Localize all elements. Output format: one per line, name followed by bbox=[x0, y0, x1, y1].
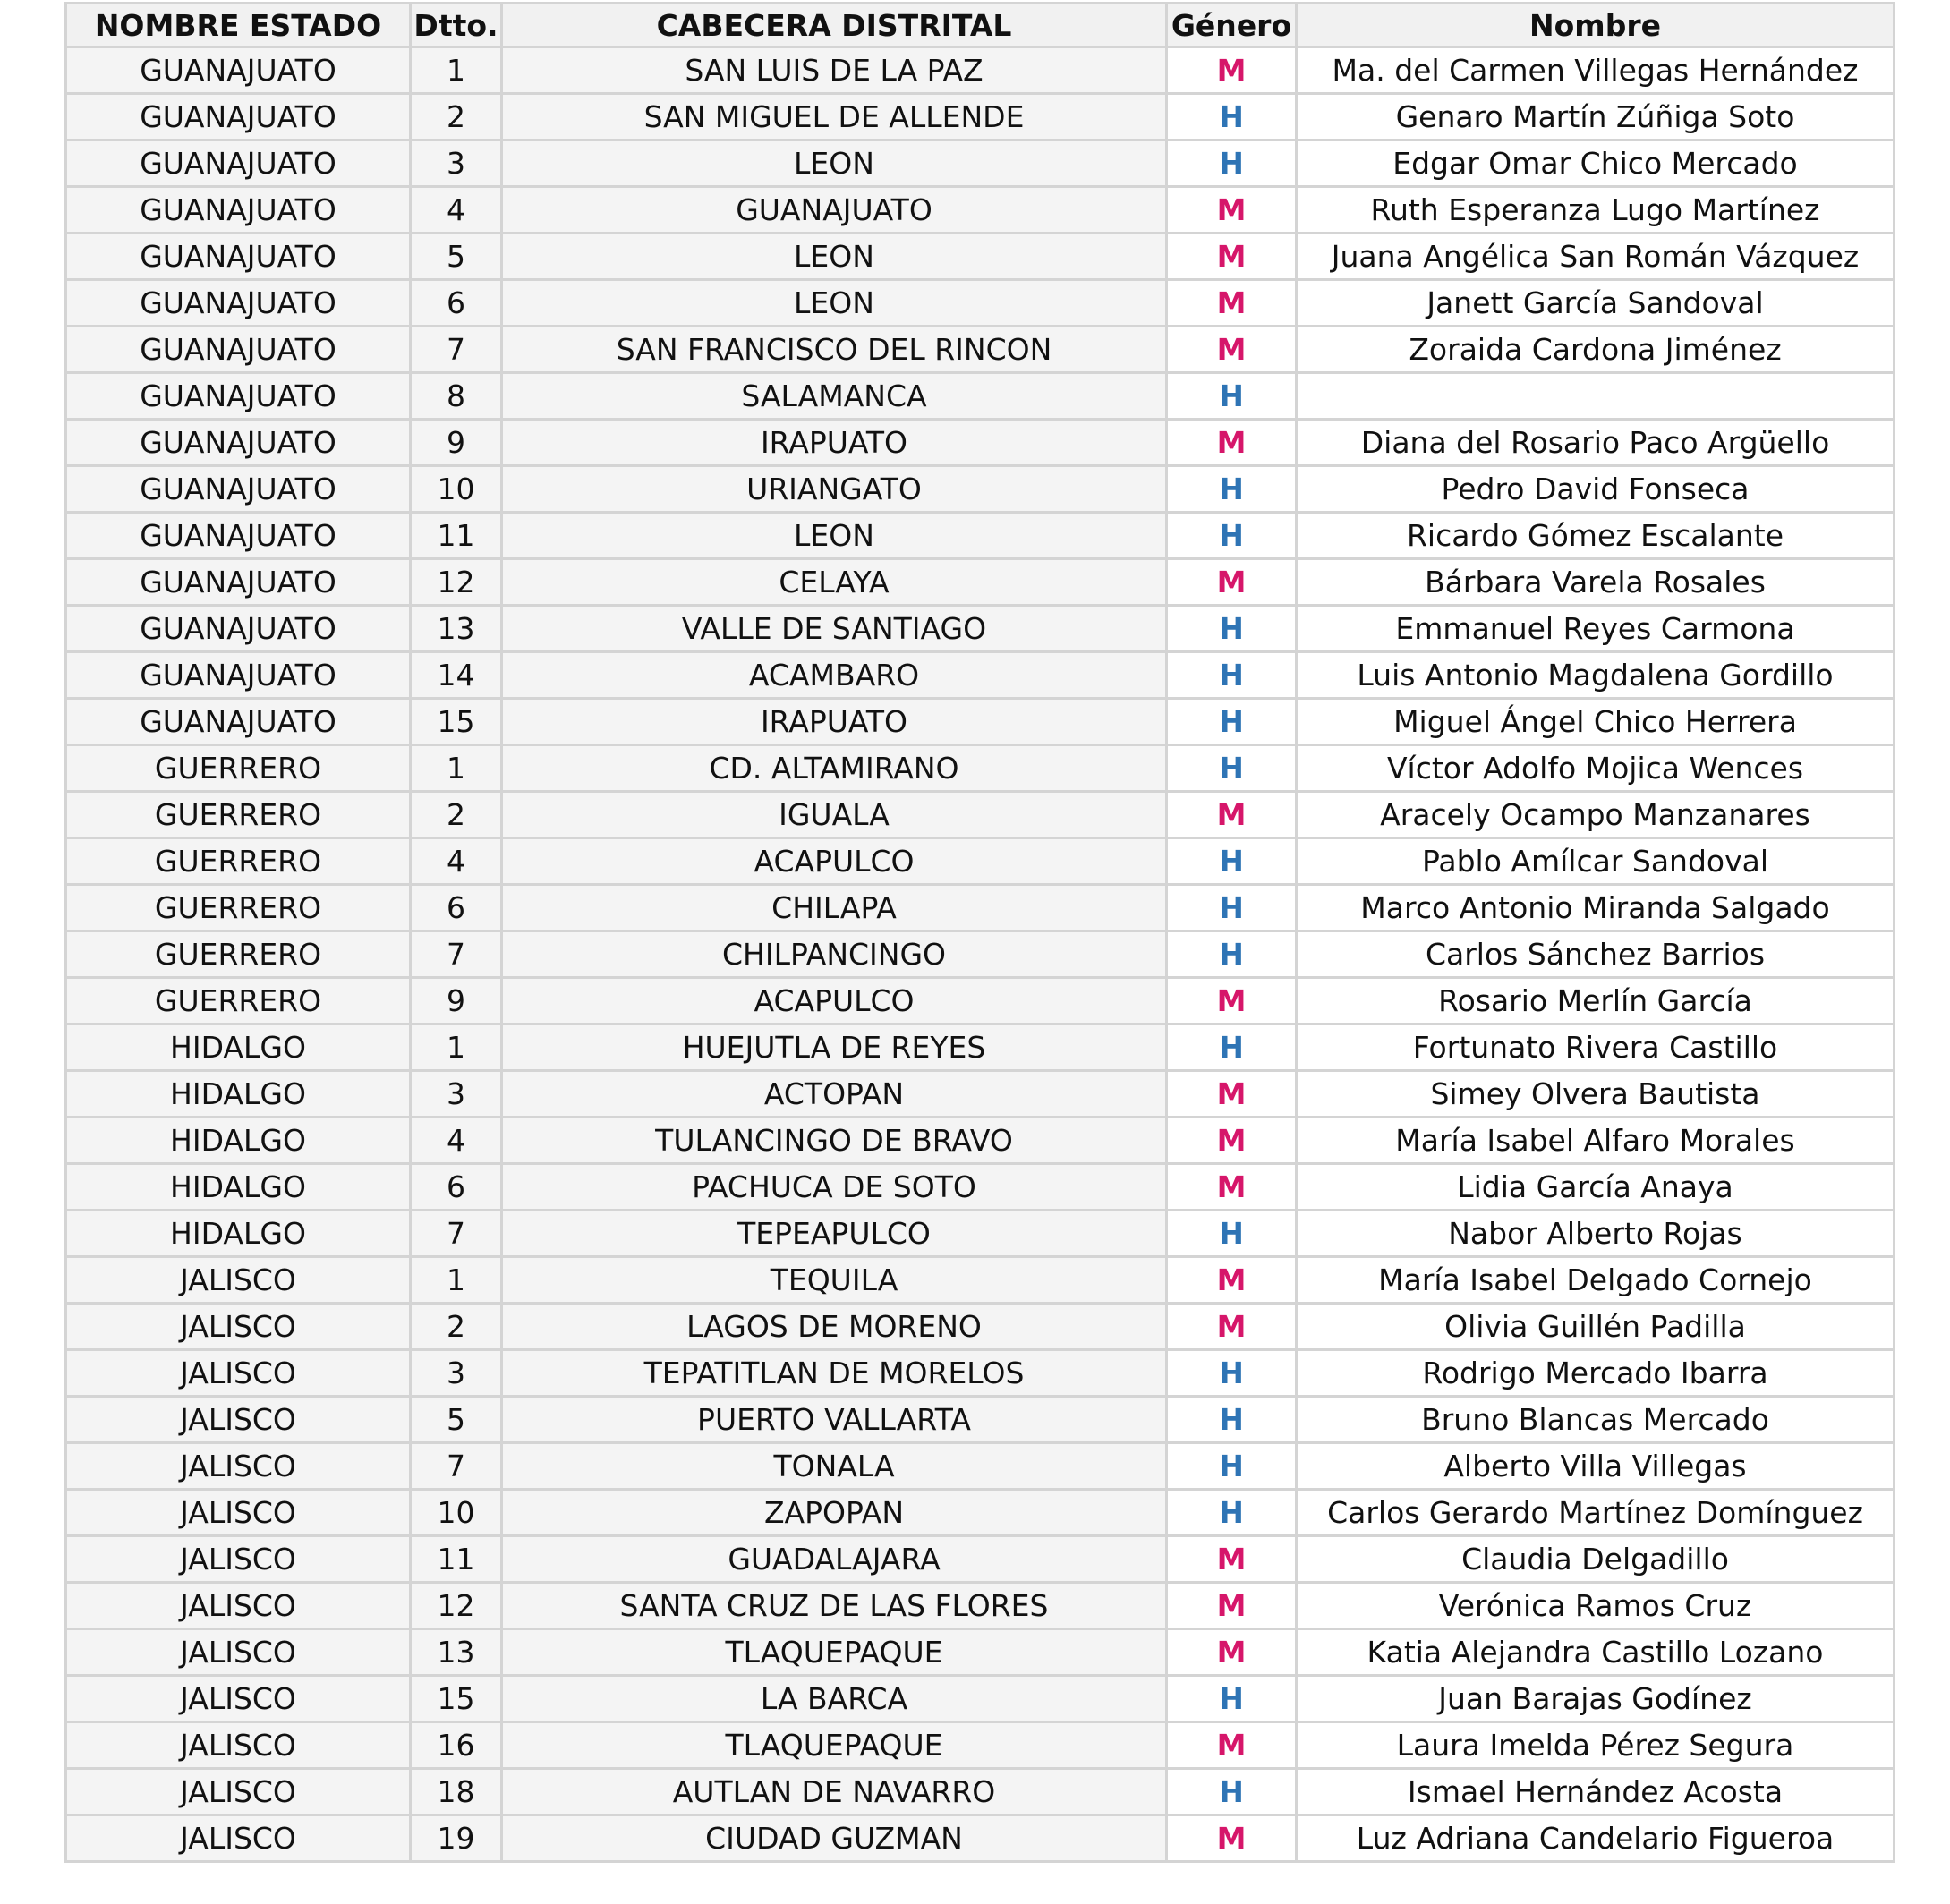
cell-cabecera: IRAPUATO bbox=[502, 420, 1167, 466]
cell-genero: M bbox=[1167, 1722, 1297, 1769]
cell-dtto: 3 bbox=[411, 140, 502, 187]
cell-estado: GUANAJUATO bbox=[66, 187, 411, 234]
header-nombre: Nombre bbox=[1297, 4, 1895, 47]
cell-cabecera: PACHUCA DE SOTO bbox=[502, 1164, 1167, 1211]
cell-estado: GUANAJUATO bbox=[66, 420, 411, 466]
cell-dtto: 2 bbox=[411, 1304, 502, 1350]
candidates-table bbox=[64, 2, 1895, 1863]
table-row bbox=[66, 1211, 1895, 1257]
cell-nombre: Pablo Amílcar Sandoval bbox=[1297, 838, 1895, 885]
cell-dtto: 1 bbox=[411, 1024, 502, 1071]
table-row bbox=[66, 1443, 1895, 1490]
cell-genero: H bbox=[1167, 652, 1297, 699]
cell-estado: JALISCO bbox=[66, 1490, 411, 1536]
cell-dtto: 13 bbox=[411, 606, 502, 652]
cell-estado: GUERRERO bbox=[66, 931, 411, 978]
cell-nombre: Olivia Guillén Padilla bbox=[1297, 1304, 1895, 1350]
cell-estado: HIDALGO bbox=[66, 1164, 411, 1211]
table-row bbox=[66, 373, 1895, 420]
cell-genero: H bbox=[1167, 1024, 1297, 1071]
cell-genero: H bbox=[1167, 140, 1297, 187]
cell-genero: M bbox=[1167, 792, 1297, 838]
table-row bbox=[66, 838, 1895, 885]
cell-cabecera: LEON bbox=[502, 280, 1167, 327]
table-row bbox=[66, 792, 1895, 838]
cell-estado: JALISCO bbox=[66, 1722, 411, 1769]
table-row bbox=[66, 1350, 1895, 1397]
cell-nombre: Verónica Ramos Cruz bbox=[1297, 1583, 1895, 1629]
cell-dtto: 7 bbox=[411, 1443, 502, 1490]
table-row bbox=[66, 47, 1895, 94]
cell-cabecera: LAGOS DE MORENO bbox=[502, 1304, 1167, 1350]
cell-nombre: Luz Adriana Candelario Figueroa bbox=[1297, 1815, 1895, 1862]
cell-genero: H bbox=[1167, 94, 1297, 140]
cell-cabecera: CHILAPA bbox=[502, 885, 1167, 931]
cell-dtto: 3 bbox=[411, 1350, 502, 1397]
cell-genero: H bbox=[1167, 699, 1297, 745]
cell-estado: JALISCO bbox=[66, 1397, 411, 1443]
cell-genero: H bbox=[1167, 1211, 1297, 1257]
cell-nombre: Luis Antonio Magdalena Gordillo bbox=[1297, 652, 1895, 699]
cell-nombre: Miguel Ángel Chico Herrera bbox=[1297, 699, 1895, 745]
cell-dtto: 6 bbox=[411, 1164, 502, 1211]
cell-genero: M bbox=[1167, 280, 1297, 327]
cell-dtto: 7 bbox=[411, 327, 502, 373]
cell-genero: M bbox=[1167, 1164, 1297, 1211]
cell-nombre: Marco Antonio Miranda Salgado bbox=[1297, 885, 1895, 931]
cell-genero: H bbox=[1167, 513, 1297, 559]
cell-estado: JALISCO bbox=[66, 1536, 411, 1583]
cell-estado: JALISCO bbox=[66, 1304, 411, 1350]
cell-estado: GUANAJUATO bbox=[66, 327, 411, 373]
cell-nombre: Diana del Rosario Paco Argüello bbox=[1297, 420, 1895, 466]
cell-nombre: Aracely Ocampo Manzanares bbox=[1297, 792, 1895, 838]
cell-nombre: Rosario Merlín García bbox=[1297, 978, 1895, 1024]
cell-estado: GUANAJUATO bbox=[66, 699, 411, 745]
cell-cabecera: SAN FRANCISCO DEL RINCON bbox=[502, 327, 1167, 373]
cell-genero: H bbox=[1167, 1490, 1297, 1536]
table-row bbox=[66, 280, 1895, 327]
table-row bbox=[66, 1815, 1895, 1862]
table-row bbox=[66, 1024, 1895, 1071]
cell-nombre: Fortunato Rivera Castillo bbox=[1297, 1024, 1895, 1071]
table-row bbox=[66, 1722, 1895, 1769]
table-row bbox=[66, 652, 1895, 699]
cell-cabecera: ACTOPAN bbox=[502, 1071, 1167, 1118]
cell-genero: H bbox=[1167, 1769, 1297, 1815]
cell-genero: M bbox=[1167, 978, 1297, 1024]
cell-cabecera: IRAPUATO bbox=[502, 699, 1167, 745]
cell-cabecera: ACAPULCO bbox=[502, 838, 1167, 885]
cell-dtto: 1 bbox=[411, 1257, 502, 1304]
cell-cabecera: SAN LUIS DE LA PAZ bbox=[502, 47, 1167, 94]
cell-cabecera: IGUALA bbox=[502, 792, 1167, 838]
table-row bbox=[66, 1629, 1895, 1676]
cell-nombre: Ruth Esperanza Lugo Martínez bbox=[1297, 187, 1895, 234]
cell-nombre: Carlos Sánchez Barrios bbox=[1297, 931, 1895, 978]
cell-dtto: 15 bbox=[411, 1676, 502, 1722]
cell-cabecera: URIANGATO bbox=[502, 466, 1167, 513]
cell-nombre: Juana Angélica San Román Vázquez bbox=[1297, 234, 1895, 280]
cell-genero: H bbox=[1167, 373, 1297, 420]
cell-cabecera: TLAQUEPAQUE bbox=[502, 1722, 1167, 1769]
table-row bbox=[66, 606, 1895, 652]
cell-nombre: Rodrigo Mercado Ibarra bbox=[1297, 1350, 1895, 1397]
table-row bbox=[66, 1257, 1895, 1304]
cell-cabecera: SALAMANCA bbox=[502, 373, 1167, 420]
cell-dtto: 9 bbox=[411, 978, 502, 1024]
cell-cabecera: TLAQUEPAQUE bbox=[502, 1629, 1167, 1676]
cell-cabecera: TULANCINGO DE BRAVO bbox=[502, 1118, 1167, 1164]
cell-genero: H bbox=[1167, 606, 1297, 652]
cell-genero: M bbox=[1167, 1815, 1297, 1862]
cell-nombre bbox=[1297, 373, 1895, 420]
table-row bbox=[66, 1304, 1895, 1350]
cell-estado: JALISCO bbox=[66, 1583, 411, 1629]
table-row bbox=[66, 699, 1895, 745]
cell-estado: GUERRERO bbox=[66, 792, 411, 838]
table-row bbox=[66, 1071, 1895, 1118]
cell-estado: JALISCO bbox=[66, 1769, 411, 1815]
cell-cabecera: LEON bbox=[502, 513, 1167, 559]
cell-dtto: 10 bbox=[411, 466, 502, 513]
table-row bbox=[66, 1676, 1895, 1722]
cell-cabecera: SANTA CRUZ DE LAS FLORES bbox=[502, 1583, 1167, 1629]
table-row bbox=[66, 94, 1895, 140]
table-row bbox=[66, 885, 1895, 931]
cell-dtto: 15 bbox=[411, 699, 502, 745]
cell-genero: H bbox=[1167, 931, 1297, 978]
cell-cabecera: TEPATITLAN DE MORELOS bbox=[502, 1350, 1167, 1397]
cell-estado: GUANAJUATO bbox=[66, 606, 411, 652]
cell-cabecera: TEQUILA bbox=[502, 1257, 1167, 1304]
cell-dtto: 9 bbox=[411, 420, 502, 466]
cell-nombre: Lidia García Anaya bbox=[1297, 1164, 1895, 1211]
table-row bbox=[66, 931, 1895, 978]
cell-cabecera: CD. ALTAMIRANO bbox=[502, 745, 1167, 792]
cell-nombre: Zoraida Cardona Jiménez bbox=[1297, 327, 1895, 373]
cell-genero: M bbox=[1167, 327, 1297, 373]
cell-dtto: 3 bbox=[411, 1071, 502, 1118]
cell-nombre: Víctor Adolfo Mojica Wences bbox=[1297, 745, 1895, 792]
cell-cabecera: GUANAJUATO bbox=[502, 187, 1167, 234]
cell-dtto: 13 bbox=[411, 1629, 502, 1676]
cell-dtto: 8 bbox=[411, 373, 502, 420]
cell-dtto: 16 bbox=[411, 1722, 502, 1769]
cell-genero: H bbox=[1167, 1397, 1297, 1443]
cell-nombre: Simey Olvera Bautista bbox=[1297, 1071, 1895, 1118]
cell-cabecera: AUTLAN DE NAVARRO bbox=[502, 1769, 1167, 1815]
cell-dtto: 7 bbox=[411, 1211, 502, 1257]
cell-cabecera: TEPEAPULCO bbox=[502, 1211, 1167, 1257]
table-row bbox=[66, 187, 1895, 234]
cell-dtto: 5 bbox=[411, 1397, 502, 1443]
cell-genero: M bbox=[1167, 1536, 1297, 1583]
cell-cabecera: CHILPANCINGO bbox=[502, 931, 1167, 978]
cell-dtto: 11 bbox=[411, 513, 502, 559]
cell-cabecera: SAN MIGUEL DE ALLENDE bbox=[502, 94, 1167, 140]
cell-genero: M bbox=[1167, 1304, 1297, 1350]
cell-estado: HIDALGO bbox=[66, 1071, 411, 1118]
cell-estado: JALISCO bbox=[66, 1257, 411, 1304]
cell-estado: GUANAJUATO bbox=[66, 466, 411, 513]
cell-estado: GUANAJUATO bbox=[66, 280, 411, 327]
cell-dtto: 14 bbox=[411, 652, 502, 699]
cell-genero: H bbox=[1167, 466, 1297, 513]
cell-cabecera: LA BARCA bbox=[502, 1676, 1167, 1722]
table-row bbox=[66, 745, 1895, 792]
cell-nombre: Emmanuel Reyes Carmona bbox=[1297, 606, 1895, 652]
table-row bbox=[66, 466, 1895, 513]
cell-nombre: Carlos Gerardo Martínez Domínguez bbox=[1297, 1490, 1895, 1536]
cell-genero: H bbox=[1167, 1443, 1297, 1490]
cell-dtto: 11 bbox=[411, 1536, 502, 1583]
cell-cabecera: GUADALAJARA bbox=[502, 1536, 1167, 1583]
cell-estado: JALISCO bbox=[66, 1676, 411, 1722]
cell-estado: GUANAJUATO bbox=[66, 47, 411, 94]
cell-cabecera: PUERTO VALLARTA bbox=[502, 1397, 1167, 1443]
cell-nombre: Katia Alejandra Castillo Lozano bbox=[1297, 1629, 1895, 1676]
cell-genero: M bbox=[1167, 47, 1297, 94]
table-row bbox=[66, 559, 1895, 606]
cell-genero: M bbox=[1167, 1629, 1297, 1676]
cell-dtto: 6 bbox=[411, 280, 502, 327]
table-row bbox=[66, 1583, 1895, 1629]
table-row bbox=[66, 1536, 1895, 1583]
cell-estado: HIDALGO bbox=[66, 1118, 411, 1164]
cell-genero: H bbox=[1167, 838, 1297, 885]
cell-genero: H bbox=[1167, 745, 1297, 792]
header-genero: Género bbox=[1167, 4, 1297, 47]
cell-estado: GUERRERO bbox=[66, 838, 411, 885]
cell-dtto: 4 bbox=[411, 187, 502, 234]
cell-nombre: Laura Imelda Pérez Segura bbox=[1297, 1722, 1895, 1769]
cell-dtto: 1 bbox=[411, 745, 502, 792]
table-row bbox=[66, 420, 1895, 466]
cell-cabecera: LEON bbox=[502, 234, 1167, 280]
cell-dtto: 12 bbox=[411, 559, 502, 606]
cell-estado: GUERRERO bbox=[66, 978, 411, 1024]
cell-dtto: 7 bbox=[411, 931, 502, 978]
table-row bbox=[66, 513, 1895, 559]
cell-nombre: María Isabel Delgado Cornejo bbox=[1297, 1257, 1895, 1304]
cell-genero: H bbox=[1167, 1350, 1297, 1397]
cell-cabecera: VALLE DE SANTIAGO bbox=[502, 606, 1167, 652]
cell-estado: GUANAJUATO bbox=[66, 234, 411, 280]
cell-nombre: Nabor Alberto Rojas bbox=[1297, 1211, 1895, 1257]
cell-dtto: 10 bbox=[411, 1490, 502, 1536]
cell-cabecera: TONALA bbox=[502, 1443, 1167, 1490]
cell-estado: JALISCO bbox=[66, 1350, 411, 1397]
table-row bbox=[66, 327, 1895, 373]
cell-estado: GUANAJUATO bbox=[66, 94, 411, 140]
cell-nombre: Ricardo Gómez Escalante bbox=[1297, 513, 1895, 559]
cell-genero: H bbox=[1167, 1676, 1297, 1722]
cell-nombre: Claudia Delgadillo bbox=[1297, 1536, 1895, 1583]
cell-dtto: 2 bbox=[411, 94, 502, 140]
cell-genero: M bbox=[1167, 1583, 1297, 1629]
cell-nombre: Edgar Omar Chico Mercado bbox=[1297, 140, 1895, 187]
cell-dtto: 19 bbox=[411, 1815, 502, 1862]
table-row bbox=[66, 234, 1895, 280]
table-row bbox=[66, 1397, 1895, 1443]
cell-cabecera: LEON bbox=[502, 140, 1167, 187]
cell-estado: HIDALGO bbox=[66, 1211, 411, 1257]
table-row bbox=[66, 1164, 1895, 1211]
table-row bbox=[66, 1769, 1895, 1815]
cell-dtto: 4 bbox=[411, 1118, 502, 1164]
cell-estado: GUERRERO bbox=[66, 885, 411, 931]
cell-estado: GUANAJUATO bbox=[66, 559, 411, 606]
cell-cabecera: HUEJUTLA DE REYES bbox=[502, 1024, 1167, 1071]
cell-estado: JALISCO bbox=[66, 1443, 411, 1490]
cell-dtto: 18 bbox=[411, 1769, 502, 1815]
cell-genero: M bbox=[1167, 234, 1297, 280]
header-nombre-estado: NOMBRE ESTADO bbox=[66, 4, 411, 47]
cell-dtto: 12 bbox=[411, 1583, 502, 1629]
cell-nombre: Pedro David Fonseca bbox=[1297, 466, 1895, 513]
cell-estado: JALISCO bbox=[66, 1629, 411, 1676]
cell-genero: M bbox=[1167, 1118, 1297, 1164]
cell-estado: GUANAJUATO bbox=[66, 652, 411, 699]
table-row bbox=[66, 1490, 1895, 1536]
cell-cabecera: CELAYA bbox=[502, 559, 1167, 606]
cell-nombre: María Isabel Alfaro Morales bbox=[1297, 1118, 1895, 1164]
cell-estado: GUANAJUATO bbox=[66, 513, 411, 559]
table-row bbox=[66, 978, 1895, 1024]
cell-genero: M bbox=[1167, 420, 1297, 466]
cell-dtto: 6 bbox=[411, 885, 502, 931]
table-row bbox=[66, 140, 1895, 187]
cell-genero: M bbox=[1167, 1257, 1297, 1304]
cell-genero: M bbox=[1167, 1071, 1297, 1118]
cell-cabecera: ACAPULCO bbox=[502, 978, 1167, 1024]
cell-dtto: 4 bbox=[411, 838, 502, 885]
cell-nombre: Ismael Hernández Acosta bbox=[1297, 1769, 1895, 1815]
cell-cabecera: ZAPOPAN bbox=[502, 1490, 1167, 1536]
table-body bbox=[66, 47, 1895, 1862]
cell-nombre: Alberto Villa Villegas bbox=[1297, 1443, 1895, 1490]
cell-dtto: 1 bbox=[411, 47, 502, 94]
cell-estado: JALISCO bbox=[66, 1815, 411, 1862]
header-cabecera-distrital: CABECERA DISTRITAL bbox=[502, 4, 1167, 47]
cell-estado: HIDALGO bbox=[66, 1024, 411, 1071]
table-row bbox=[66, 1118, 1895, 1164]
cell-dtto: 5 bbox=[411, 234, 502, 280]
cell-nombre: Ma. del Carmen Villegas Hernández bbox=[1297, 47, 1895, 94]
cell-nombre: Juan Barajas Godínez bbox=[1297, 1676, 1895, 1722]
table-header-row bbox=[66, 4, 1895, 47]
cell-cabecera: ACAMBARO bbox=[502, 652, 1167, 699]
cell-nombre: Bárbara Varela Rosales bbox=[1297, 559, 1895, 606]
cell-estado: GUANAJUATO bbox=[66, 140, 411, 187]
cell-estado: GUERRERO bbox=[66, 745, 411, 792]
cell-nombre: Janett García Sandoval bbox=[1297, 280, 1895, 327]
header-dtto: Dtto. bbox=[411, 4, 502, 47]
cell-nombre: Genaro Martín Zúñiga Soto bbox=[1297, 94, 1895, 140]
cell-genero: M bbox=[1167, 559, 1297, 606]
cell-genero: M bbox=[1167, 187, 1297, 234]
cell-nombre: Bruno Blancas Mercado bbox=[1297, 1397, 1895, 1443]
cell-dtto: 2 bbox=[411, 792, 502, 838]
cell-genero: H bbox=[1167, 885, 1297, 931]
cell-cabecera: CIUDAD GUZMAN bbox=[502, 1815, 1167, 1862]
cell-estado: GUANAJUATO bbox=[66, 373, 411, 420]
